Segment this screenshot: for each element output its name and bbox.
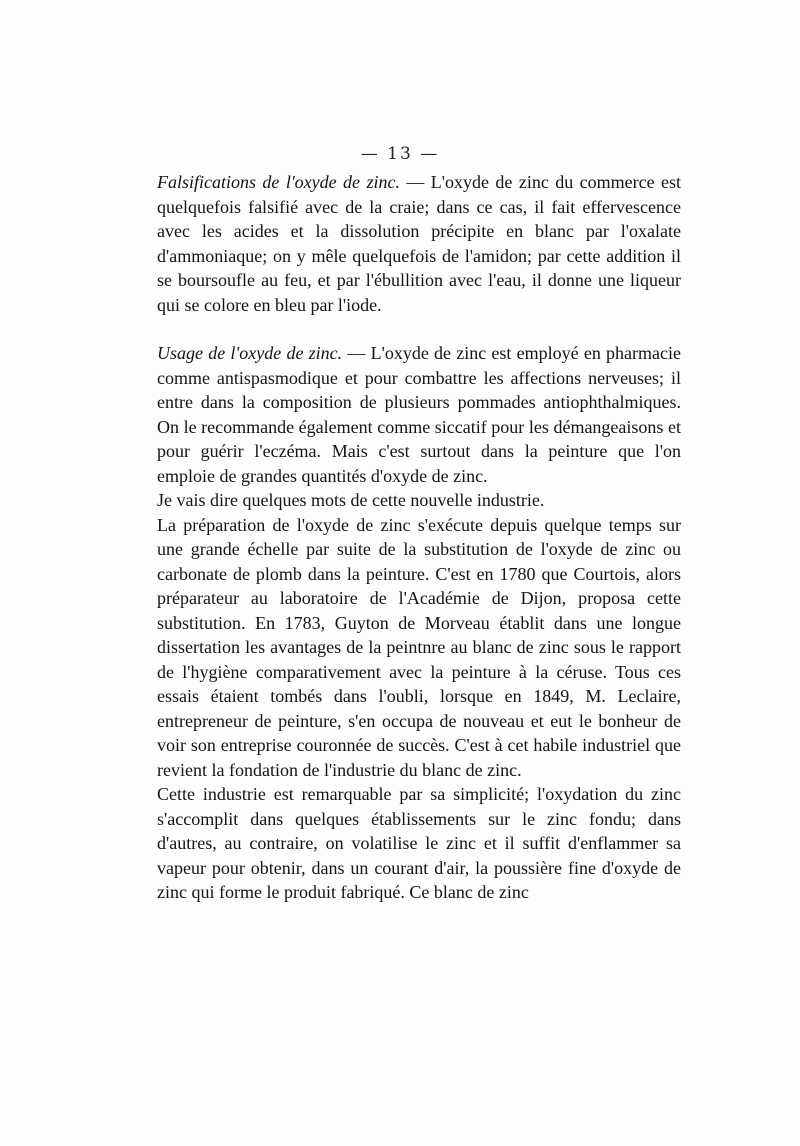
paragraph-text: — L'oxyde de zinc est employé en pharmacie comme antispasmodique et pour combattre les affections nerveuses; il entre dans la composition de plusieurs pommades antiophthalmiques. On le recommande également comme siccatif pour les démangeaisons et pour guérir l'eczéma. Mais c'est surtout dans la peinture que l'on emploie de grandes quantités d'oxyde de zinc. [157, 343, 681, 486]
paragraph-text: La préparation de l'oxyde de zinc s'exécute depuis quelque temps sur une grande échelle par suite de la substitution de l'oxyde de zinc ou carbonate de plomb dans la peinture. C'est en 1780 que Courtois, alors préparateur au laboratoire de l'Académie de Dijon, proposa cette substitution. En 1783, Guyton de Morveau établit dans une longue dissertation les avantages de la peintnre au blanc de zinc sous le rapport de l'hygiène comparativement avec la peinture à la céruse. Tous ces essais étaient tombés dans l'oubli, lorsque en 1849, M. Leclaire, entrepreneur de peinture, s'en occupa de nouveau et eut le bonheur de voir son entreprise couronnée de succès. C'est à cet habile industriel que revient la fondation de l'industrie du blanc de zinc. [157, 514, 681, 780]
paragraph-process [157, 782, 681, 905]
paragraph-heading: Falsifications de l'oxyde de zinc. [157, 172, 400, 192]
paragraph-gap [157, 317, 681, 341]
paragraph-text: Je vais dire quelques mots de cette nouvelle industrie. [157, 490, 545, 510]
paragraph-industry-intro [157, 488, 681, 513]
paragraph-text: — L'oxyde de zinc du commerce est quelquefois falsifié avec de la craie; dans ce cas, il fait effervescence avec les acides et la dissolution précipite en blanc par l'oxalate d'ammoniaque; on y mêle quelquefois de l'amidon; par cette addition il se boursoufle au feu, et par l'ébullition avec l'eau, il donne une liqueur qui se colore en bleu par l'iode. [157, 172, 681, 315]
paragraph-usage [157, 341, 681, 488]
paragraph-text: Cette industrie est remarquable par sa simplicité; l'oxydation du zinc s'accomplit dans quelques établissements sur le zinc fondu; dans d'autres, au contraire, on volatilise le zinc et il suffit d'enflammer sa vapeur pour obtenir, dans un courant d'air, la poussière fine d'oxyde de zinc qui forme le produit fabriqué. Ce blanc de zinc [157, 784, 681, 902]
paragraph-history [157, 513, 681, 783]
body-text [157, 170, 681, 905]
page-number: — 13 — [360, 144, 440, 164]
paragraph-falsifications [157, 170, 681, 317]
paragraph-heading: Usage de l'oxyde de zinc. [157, 343, 343, 363]
